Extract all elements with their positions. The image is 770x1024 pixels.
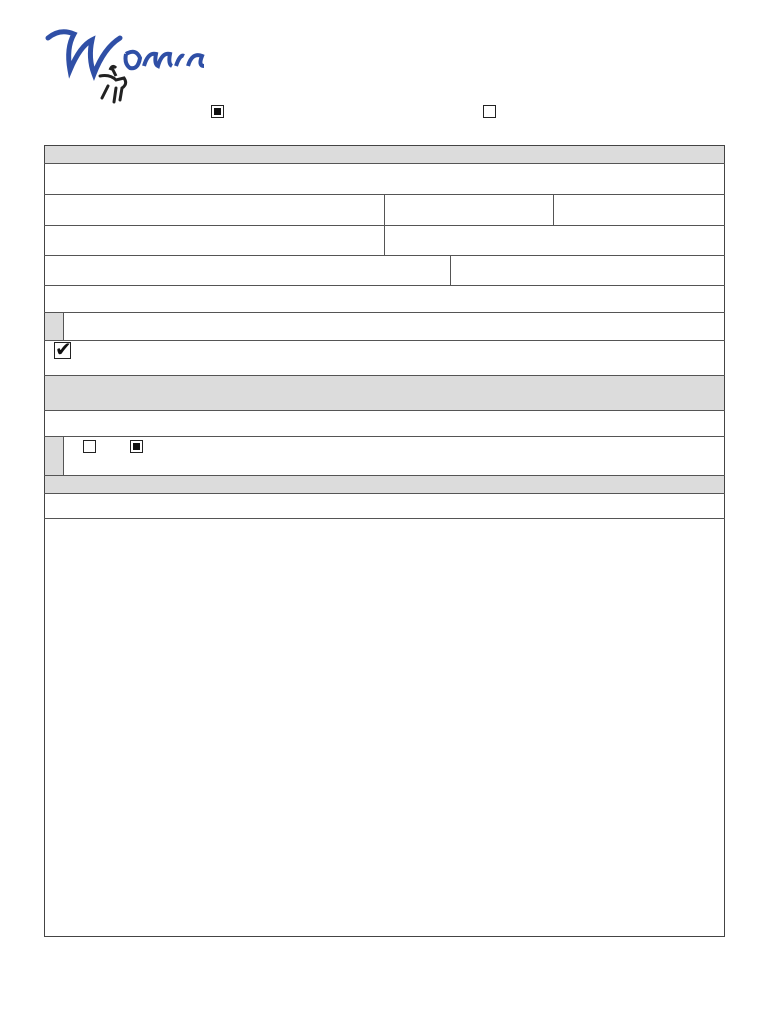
section1-header-bar <box>45 146 724 163</box>
legislative-no-checkbox[interactable] <box>83 440 96 453</box>
section2-grey-cell <box>45 437 63 475</box>
checkmark-icon: ✔ <box>55 337 72 361</box>
bucking-horse-icon <box>40 18 210 108</box>
emergency-rules-checkbox[interactable] <box>211 105 224 118</box>
section2-header-bar <box>45 376 724 410</box>
form-frame <box>44 145 725 937</box>
legislative-yes-checkbox[interactable] <box>130 440 143 453</box>
regular-rules-checkbox[interactable] <box>483 105 496 118</box>
section3-header-bar <box>45 476 724 493</box>
wyoming-logo <box>40 18 210 108</box>
exempt-checkbox[interactable] <box>54 337 72 361</box>
